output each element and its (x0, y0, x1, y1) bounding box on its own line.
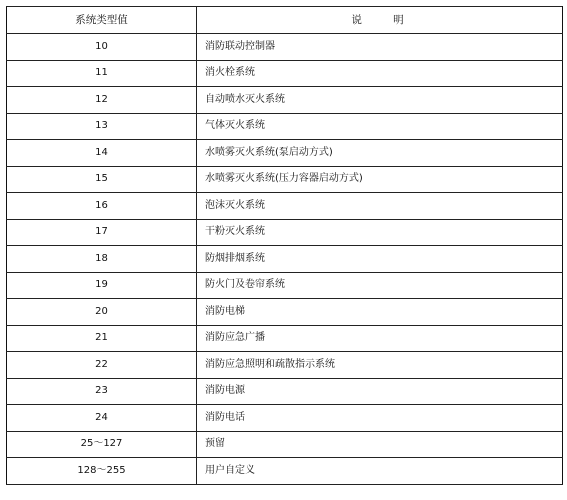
system-description: 防火门及卷帘系统 (197, 272, 563, 299)
table-row (7, 431, 563, 458)
system-description: 消防联动控制器 (197, 34, 563, 61)
table-row (7, 246, 563, 273)
system-type-value: 18 (7, 246, 197, 273)
system-type-value: 17 (7, 219, 197, 246)
table-row (7, 272, 563, 299)
system-type-value: 21 (7, 325, 197, 352)
system-type-value: 128～255 (7, 458, 197, 485)
table-row (7, 140, 563, 167)
header-description: 说 明 (197, 7, 563, 34)
system-type-value: 24 (7, 405, 197, 432)
system-description: 用户自定义 (197, 458, 563, 485)
system-type-value: 23 (7, 378, 197, 405)
system-description: 自动喷水灭火系统 (197, 87, 563, 114)
table-row (7, 405, 563, 432)
table-row (7, 166, 563, 193)
table-row (7, 113, 563, 140)
system-type-value: 15 (7, 166, 197, 193)
system-description: 消防电源 (197, 378, 563, 405)
system-description: 水喷雾灭火系统(压力容器启动方式) (197, 166, 563, 193)
table-row (7, 34, 563, 61)
table-row (7, 87, 563, 114)
system-description: 预留 (197, 431, 563, 458)
system-description: 水喷雾灭火系统(泵启动方式) (197, 140, 563, 167)
table-header-row (7, 7, 563, 34)
table-row (7, 60, 563, 87)
table-row (7, 378, 563, 405)
table-row (7, 325, 563, 352)
table-row (7, 193, 563, 220)
system-description: 消防应急广播 (197, 325, 563, 352)
system-description: 消防电梯 (197, 299, 563, 326)
system-description: 消火栓系统 (197, 60, 563, 87)
system-type-value: 12 (7, 87, 197, 114)
system-description: 消防应急照明和疏散指示系统 (197, 352, 563, 379)
system-type-value: 20 (7, 299, 197, 326)
system-type-value: 16 (7, 193, 197, 220)
system-description: 气体灭火系统 (197, 113, 563, 140)
system-type-value: 11 (7, 60, 197, 87)
header-system-type-value: 系统类型值 (7, 7, 197, 34)
system-type-value: 19 (7, 272, 197, 299)
system-type-value: 10 (7, 34, 197, 61)
system-type-table-container (6, 6, 562, 485)
table-row (7, 219, 563, 246)
system-description: 泡沫灭火系统 (197, 193, 563, 220)
system-type-value: 13 (7, 113, 197, 140)
system-type-value: 22 (7, 352, 197, 379)
table-row (7, 352, 563, 379)
system-type-value: 25～127 (7, 431, 197, 458)
system-type-value: 14 (7, 140, 197, 167)
system-description: 防烟排烟系统 (197, 246, 563, 273)
table-row (7, 458, 563, 485)
table-row (7, 299, 563, 326)
system-type-table (6, 6, 563, 485)
system-description: 干粉灭火系统 (197, 219, 563, 246)
system-description: 消防电话 (197, 405, 563, 432)
